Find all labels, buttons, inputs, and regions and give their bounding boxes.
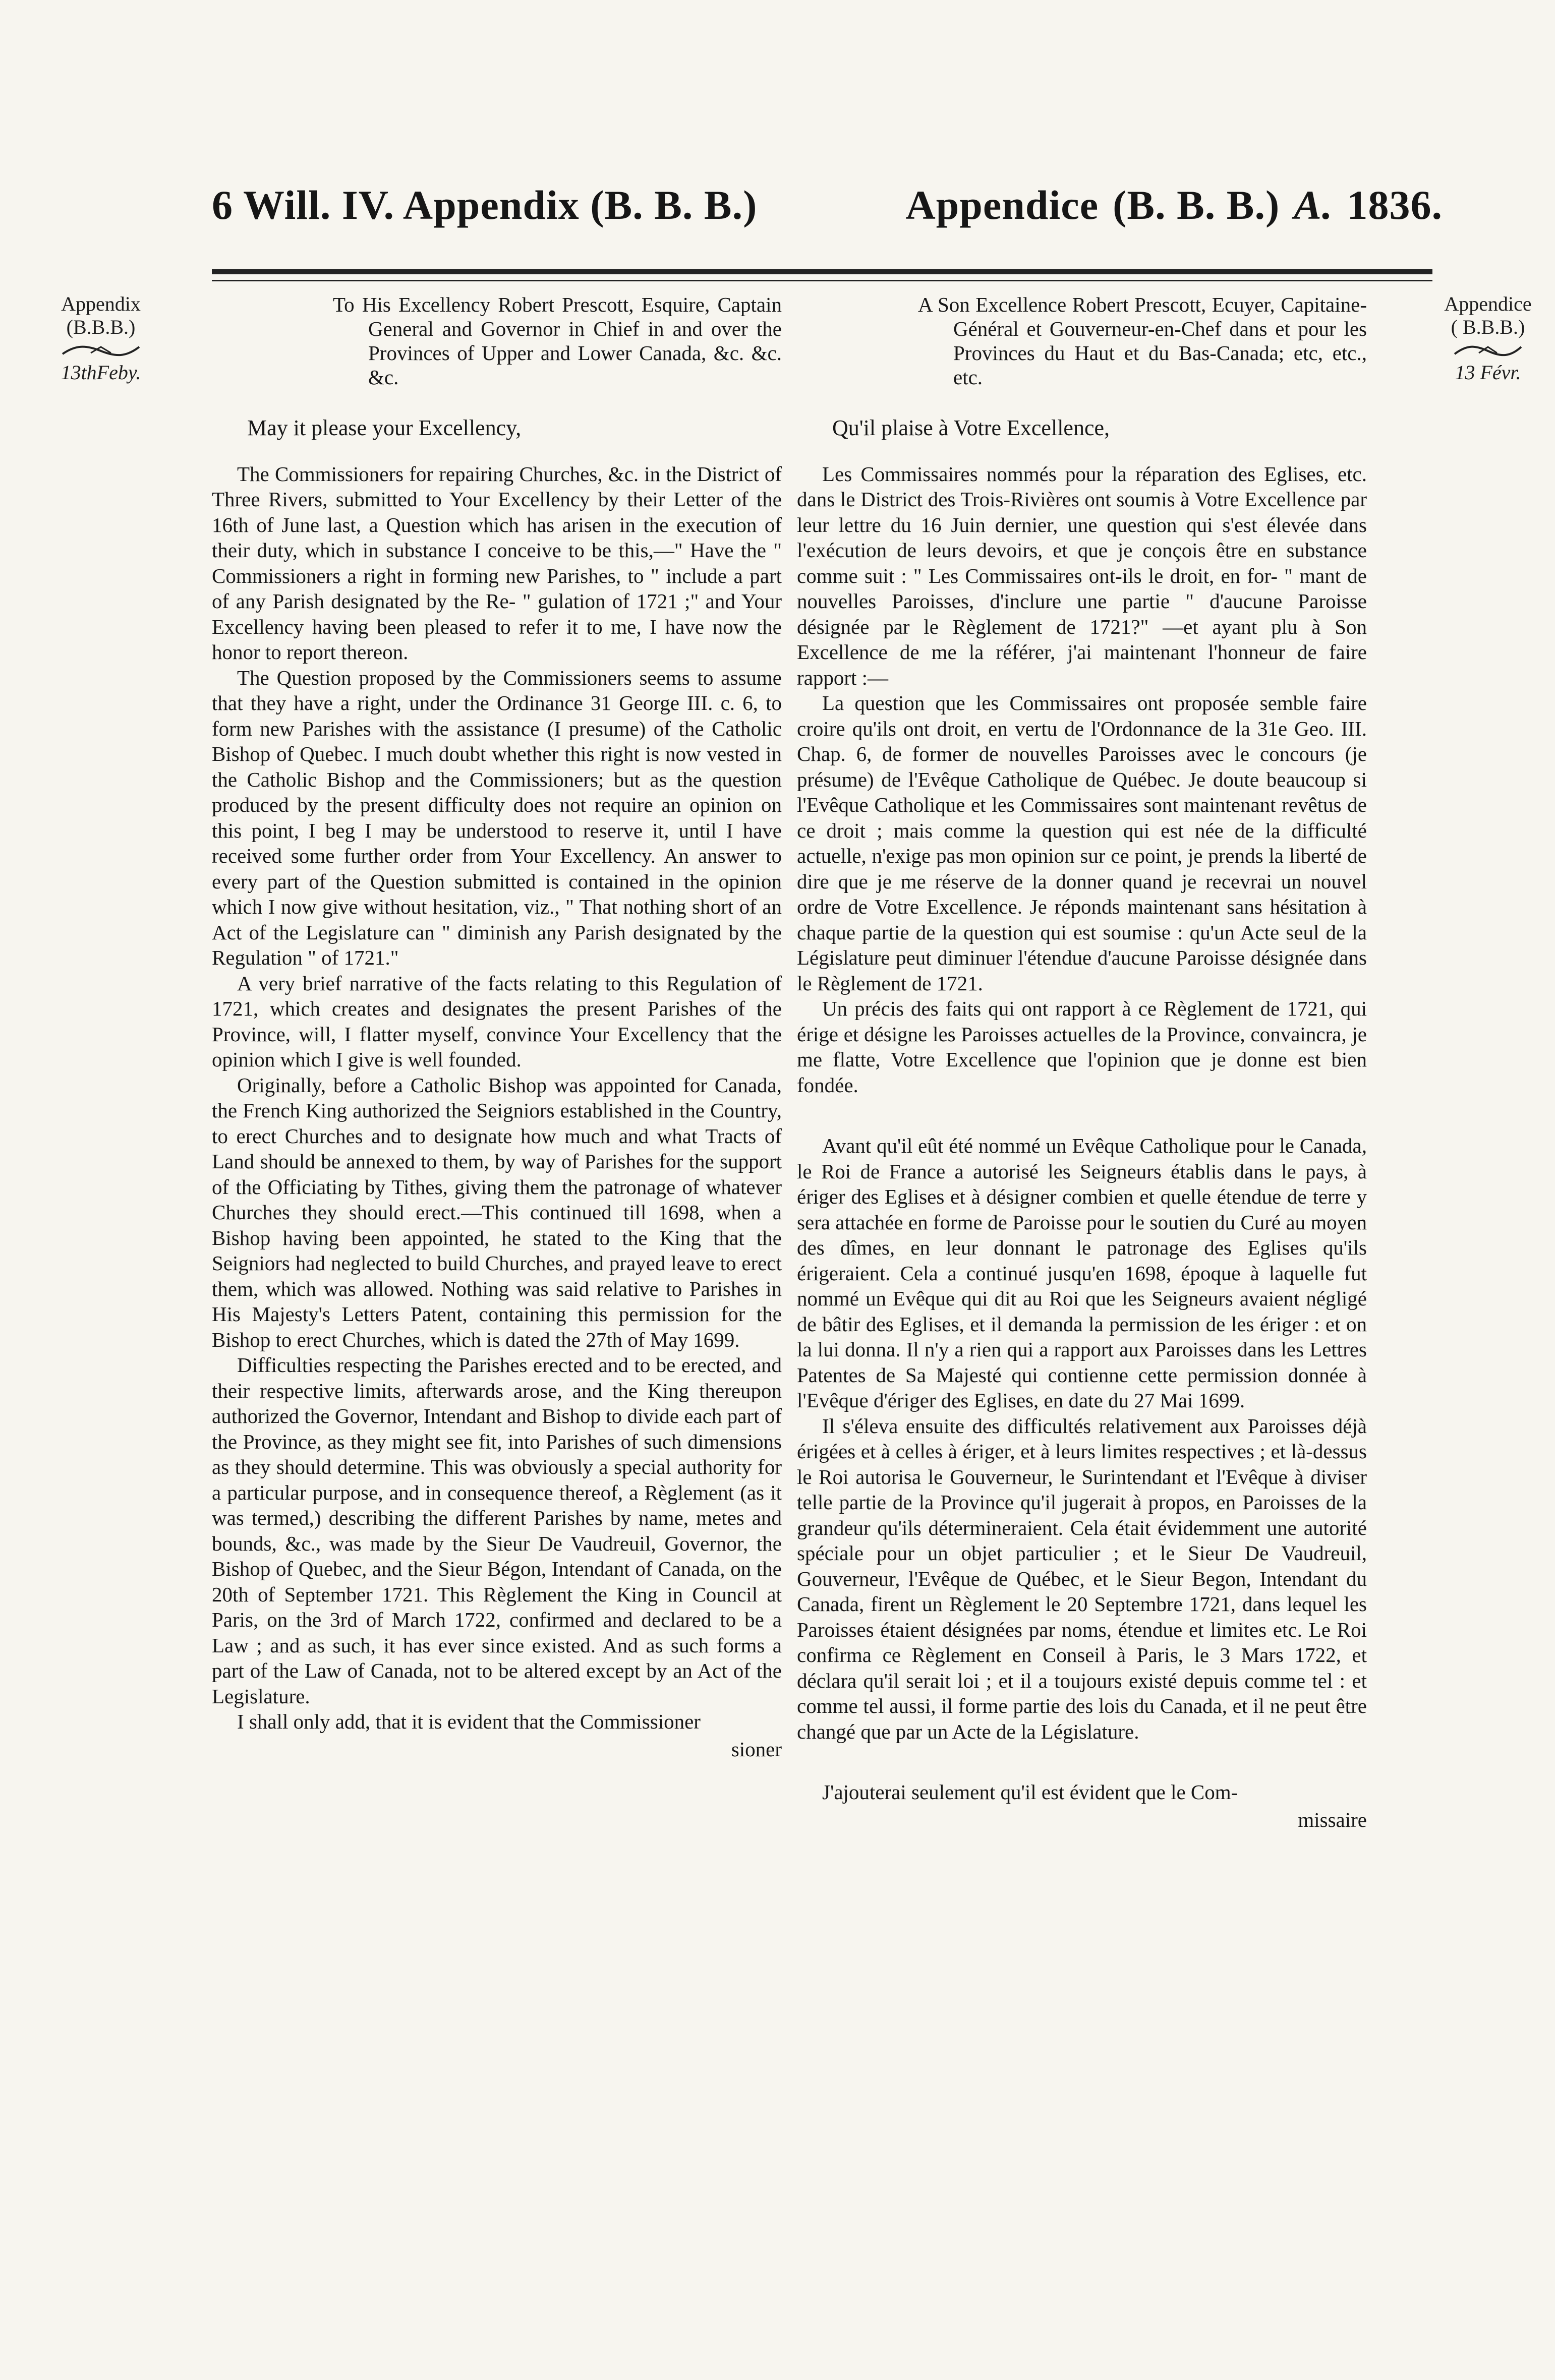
margin-note-right (1427, 292, 1548, 384)
french-address: A Son Excellence Robert Prescott, Ecuyer, Capitaine-Général et Gouverneur-en-Chef dans et pour les Provinces du Haut et du Bas-Canada; etc, etc., etc. (918, 293, 1367, 389)
header-right-letter: A. (1294, 182, 1333, 228)
margin-left-label: Appendix (61, 292, 141, 315)
margin-right-code: ( B.B.B.) (1451, 316, 1525, 338)
french-salutation: Qu'il plaise à Votre Excellence, (832, 415, 1110, 440)
french-catchword: missaire (1298, 1808, 1367, 1831)
french-paragraph: J'ajouterai seulement qu'il est évident que le Com- (822, 1780, 1238, 1804)
english-paragraph: The Commissioners for repairing Churches, &c. in the District of Three Rivers, submitted to Your Excellency by their Letter of the 16th of June last, a Question which has arisen in the execution of their duty, which in substance I conceive to be this,—" Have the " Commissioners a right in forming new Parishes, to " include a part of any Parish designated by the Re- " gulation of 1721 ;" and Your Excellency having been pleased to refer it to me, I have now the honor to report thereon. (212, 462, 782, 664)
english-paragraph: Difficulties respecting the Parishes erected and to be erected, and their respective limits, afterwards arose, and the King thereupon authorized the Governor, Intendant and Bishop to divide each part of the Province, as they might see fit, into Parishes of such dimensions as they should determine. This was obviously a special authority for a particular purpose, and in consequence thereof, a Règlement (as it was termed,) describing the different Parishes by name, metes and bounds, &c., was made by the Sieur De Vaudreuil, Governor, the Bishop of Quebec, and the Sieur Bégon, Intendant of Canada, on the 20th of September 1721. This Règlement the King in Council at Paris, on the 3rd of March 1722, confirmed and declared to be a Law ; and as such, it has ever since existed. And as such forms a part of the Law of Canada, not to be altered except by an Act of the Legislature. (212, 1353, 782, 1708)
margin-left-code: (B.B.B.) (66, 316, 136, 338)
flourish-icon (61, 343, 141, 358)
header-right (817, 182, 1443, 229)
english-paragraph: I shall only add, that it is evident that the Commissioner (237, 1710, 701, 1733)
header-right-title: Appendice (905, 182, 1099, 228)
english-paragraph: A very brief narrative of the facts relating to this Regulation of 1721, which creates and designates the present Parishes of the Province, will, I flatter myself, convince Your Excellency that the opinion which I give is well founded. (212, 971, 782, 1071)
french-paragraph: Les Commissaires nommés pour la réparation des Eglises, etc. dans le District des Trois-Rivières ont soumis à Votre Excellence par leur lettre du 16 Juin dernier, une question qui s'est élevée dans l'exécution de leurs devoirs, et que je conçois être en substance comme suit : " Les Commissaires ont-ils le droit, en for- " mant de nouvelles Paroisses, d'inclure une partie " d'aucune Paroisse désignée par le Règlement de 1721?" —et ayant plu à Son Excellence de me la référer, j'ai maintenant l'honneur de faire rapport :— (797, 462, 1367, 689)
margin-left-date: 13thFeby. (61, 361, 141, 384)
french-column (797, 292, 1367, 1832)
french-paragraph: Un précis des faits qui ont rapport à ce Règlement de 1721, qui érige et désigne les Paroisses actuelles de la Province, convaincra, je me flatte, Votre Excellence que l'opinion que je donne est bien fondée. (797, 997, 1367, 1097)
english-salutation: May it please your Excellency, (247, 415, 522, 440)
header-left: 6 Will. IV. Appendix (B. B. B.) (212, 182, 758, 228)
french-paragraph: Il s'éleva ensuite des difficultés relativement aux Paroisses déjà érigées et à celles à ériger, et à leurs limites respectives ; et là-dessus le Roi autorisa le Gouverneur, le Surintendant et l'Evêque à diviser telle partie de la Province qu'il jugerait à propos, en Paroisses de la grandeur qu'ils détermineraient. Cela était évidemment une autorité spéciale pour un objet particulier ; et le Sieur De Vaudreuil, Gouverneur, l'Evêque de Québec, et le Sieur Begon, Intendant du Canada, firent un Règlement le 20 Septembre 1721, dans lequel les Paroisses étaient désignées par noms, étendue et limites etc. Le Roi confirma ce Règlement en Conseil à Paris, le 3 Mars 1722, et déclara qu'il serait loi ; et il a toujours existé depuis comme tel : et comme tel aussi, il forme partie des lois du Canada, et il ne peut être changé que par un Acte de la Législature. (797, 1414, 1367, 1743)
english-paragraph: The Question proposed by the Commissioners seems to assume that they have a right, under the Ordinance 31 George III. c. 6, to form new Parishes with the assistance (I presume) of the Catholic Bishop of Quebec. I much doubt whether this right is now vested in the Catholic Bishop and the Commissioners; but as the question produced by the present difficulty does not require an opinion on this point, I beg I may be understood to reserve it, until I have received some further order from Your Excellency. An answer to every part of the Question submitted is contained in the opinion which I now give without hesitation, viz., " That nothing short of an Act of the Legislature can " diminish any Parish designated by the Regulation " of 1721." (212, 666, 782, 969)
french-paragraph: Avant qu'il eût été nommé un Evêque Catholique pour le Canada, le Roi de France a autorisé les Seigneurs établis dans le pays, à ériger des Eglises et à désigner combien et quelle étendue de terre y sera attachée en forme de Paroisse pour le soutien du Curé au moyen des dîmes, en leur donnant le patronage des Eglises qu'ils érigeraient. Cela a continué jusqu'en 1698, époque à laquelle fut nommé un Evêque qui dit au Roi que les Seigneurs avaient négligé de bâtir des Eglises, et il demanda la permission de les ériger : et on la lui donna. Il n'y a rien qui a rapport aux Paroisses dans les Lettres Patentes de Sa Majesté qui contienne cette permission donnée à l'Evêque d'ériger des Eglises, en date du 27 Mai 1699. (797, 1134, 1367, 1412)
header-right-code: (B. B. B.) (1113, 182, 1280, 228)
english-catchword: sioner (731, 1737, 782, 1761)
margin-note-left (30, 292, 171, 384)
english-address: To His Excellency Robert Prescott, Esquire, Captain General and Governor in Chief in and over the Provinces of Upper and Lower Canada, &c. &c. &c. (333, 293, 782, 389)
running-header (212, 182, 1443, 267)
flourish-icon (1453, 343, 1523, 358)
margin-right-date: 13 Févr. (1455, 361, 1521, 384)
english-paragraph: Originally, before a Catholic Bishop was appointed for Canada, the French King authorized the Seigniors established in the Country, to erect Churches and to designate how much and what Tracts of Land should be annexed to them, by way of Parishes for the support of the Officiating by Tithes, giving them the patronage of whatever Churches they should erect.—This continued till 1698, when a Bishop having been appointed, he stated to the King that the Seigniors had neglected to build Churches, and prayed leave to erect them, which was allowed. Nothing was said relative to Parishes in His Majesty's Letters Patent, containing this permission for the Bishop to erect Churches, which is dated the 27th of May 1699. (212, 1073, 782, 1351)
margin-right-label: Appendice (1444, 292, 1532, 315)
english-column (212, 292, 782, 1762)
french-paragraph: La question que les Commissaires ont proposée semble faire croire qu'ils ont droit, en vertu de l'Ordonnance de la 31e Geo. III. Chap. 6, de former de nouvelles Paroisses avec le concours (je présume) de l'Evêque Catholique de Québec. Je doute beaucoup si l'Evêque Catholique et les Commissaires sont maintenant revêtus de ce droit ; mais comme la question qui est née de la difficulté actuelle, n'exige pas mon opinion sur ce point, je prends la liberté de dire que je me réserve de la donner quand je recevrai un nouvel ordre de Votre Excellence. Je réponds maintenant sans hésitation à chaque partie de la question qui est soumise : qu'un Acte seul de la Législature peut diminuer l'étendue d'aucune Paroisse désignée dans le Règlement de 1721. (797, 691, 1367, 995)
header-right-year: 1836. (1347, 182, 1443, 228)
header-rule-thick (212, 269, 1432, 274)
header-rule-thin (212, 280, 1432, 281)
